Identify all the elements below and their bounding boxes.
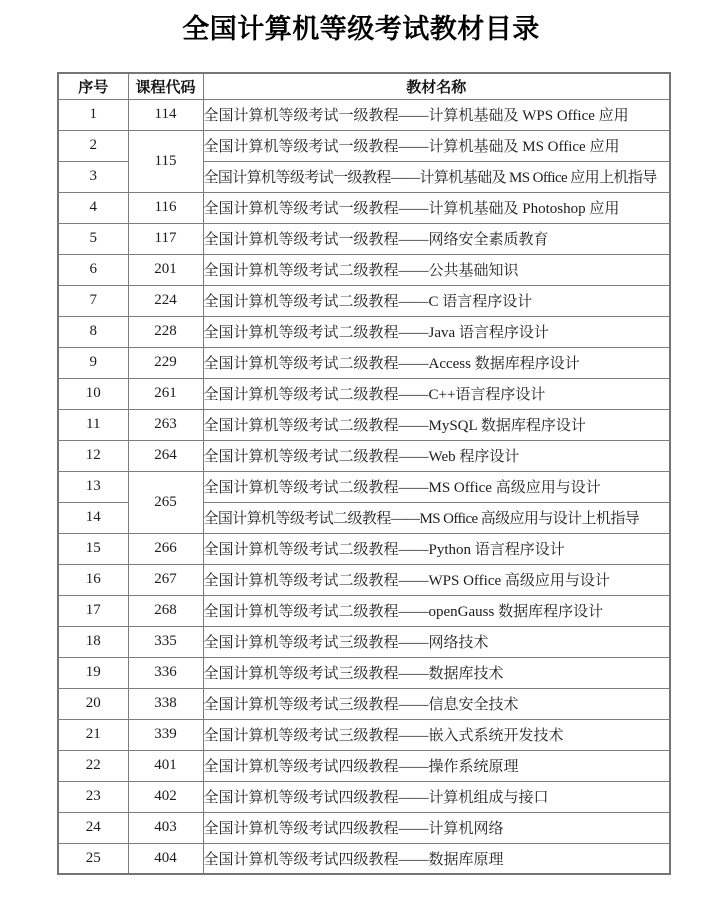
textbook-name-cell: 全国计算机等级考试四级教程——操作系统原理 — [203, 750, 670, 781]
textbook-name-cell: 全国计算机等级考试一级教程——计算机基础及 MS Office 应用上机指导 — [203, 161, 670, 192]
table-row — [58, 812, 670, 843]
textbook-name-cell: 全国计算机等级考试二级教程——Java 语言程序设计 — [203, 316, 670, 347]
serial-number-cell: 13 — [58, 471, 128, 502]
serial-number-cell: 21 — [58, 719, 128, 750]
table-body — [58, 99, 670, 874]
serial-number-cell: 10 — [58, 378, 128, 409]
course-code-cell: 404 — [128, 843, 203, 874]
course-code-cell: 229 — [128, 347, 203, 378]
table-row — [58, 223, 670, 254]
serial-number-cell: 1 — [58, 99, 128, 130]
table-row — [58, 781, 670, 812]
serial-number-cell: 18 — [58, 626, 128, 657]
table-row — [58, 285, 670, 316]
table-row — [58, 688, 670, 719]
course-code-cell: 224 — [128, 285, 203, 316]
course-code-cell: 335 — [128, 626, 203, 657]
textbook-name-cell: 全国计算机等级考试二级教程——C 语言程序设计 — [203, 285, 670, 316]
serial-number-cell: 22 — [58, 750, 128, 781]
textbook-name-cell: 全国计算机等级考试四级教程——计算机网络 — [203, 812, 670, 843]
serial-number-cell: 16 — [58, 564, 128, 595]
textbook-name-cell: 全国计算机等级考试三级教程——网络技术 — [203, 626, 670, 657]
course-code-cell: 336 — [128, 657, 203, 688]
serial-number-cell: 12 — [58, 440, 128, 471]
table-row — [58, 471, 670, 502]
course-code-cell: 114 — [128, 99, 203, 130]
table-row — [58, 192, 670, 223]
serial-number-cell: 14 — [58, 502, 128, 533]
column-header-textbook-name: 教材名称 — [203, 73, 670, 99]
page-title: 全国计算机等级考试教材目录 — [182, 14, 540, 44]
course-code-cell: 116 — [128, 192, 203, 223]
textbook-name-cell: 全国计算机等级考试三级教程——数据库技术 — [203, 657, 670, 688]
textbook-name-cell: 全国计算机等级考试四级教程——数据库原理 — [203, 843, 670, 874]
course-code-cell: 402 — [128, 781, 203, 812]
table-row — [58, 378, 670, 409]
table-row — [58, 440, 670, 471]
table-row — [58, 657, 670, 688]
course-code-cell: 264 — [128, 440, 203, 471]
column-header-serial-number: 序号 — [58, 73, 128, 99]
textbook-name-cell: 全国计算机等级考试一级教程——计算机基础及 Photoshop 应用 — [203, 192, 670, 223]
serial-number-cell: 6 — [58, 254, 128, 285]
textbook-name-cell: 全国计算机等级考试一级教程——网络安全素质教育 — [203, 223, 670, 254]
course-code-cell: 263 — [128, 409, 203, 440]
serial-number-cell: 15 — [58, 533, 128, 564]
table-row — [58, 533, 670, 564]
textbook-name-cell: 全国计算机等级考试二级教程——openGauss 数据库程序设计 — [203, 595, 670, 626]
textbook-name-cell: 全国计算机等级考试二级教程——公共基础知识 — [203, 254, 670, 285]
serial-number-cell: 8 — [58, 316, 128, 347]
table-row — [58, 99, 670, 130]
textbook-name-cell: 全国计算机等级考试二级教程——Python 语言程序设计 — [203, 533, 670, 564]
table-row — [58, 409, 670, 440]
textbook-name-cell: 全国计算机等级考试二级教程——WPS Office 高级应用与设计 — [203, 564, 670, 595]
course-code-cell: 403 — [128, 812, 203, 843]
textbook-name-cell: 全国计算机等级考试四级教程——计算机组成与接口 — [203, 781, 670, 812]
header-row — [58, 73, 670, 99]
table-row — [58, 316, 670, 347]
serial-number-cell: 20 — [58, 688, 128, 719]
table-row — [58, 595, 670, 626]
serial-number-cell: 2 — [58, 130, 128, 161]
table-header — [58, 73, 670, 99]
textbook-name-cell: 全国计算机等级考试二级教程——MS Office 高级应用与设计上机指导 — [203, 502, 670, 533]
serial-number-cell: 19 — [58, 657, 128, 688]
textbook-name-cell: 全国计算机等级考试二级教程——MySQL 数据库程序设计 — [203, 409, 670, 440]
course-code-cell: 265 — [128, 471, 203, 533]
course-code-cell: 201 — [128, 254, 203, 285]
course-code-cell: 268 — [128, 595, 203, 626]
course-code-cell: 228 — [128, 316, 203, 347]
table-row — [58, 564, 670, 595]
serial-number-cell: 17 — [58, 595, 128, 626]
course-code-cell: 266 — [128, 533, 203, 564]
column-header-course-code: 课程代码 — [128, 73, 203, 99]
course-code-cell: 338 — [128, 688, 203, 719]
serial-number-cell: 9 — [58, 347, 128, 378]
serial-number-cell: 3 — [58, 161, 128, 192]
course-code-cell: 339 — [128, 719, 203, 750]
textbook-name-cell: 全国计算机等级考试三级教程——信息安全技术 — [203, 688, 670, 719]
table-row — [58, 347, 670, 378]
table-row — [58, 843, 670, 874]
course-code-cell: 267 — [128, 564, 203, 595]
course-code-cell: 261 — [128, 378, 203, 409]
textbook-name-cell: 全国计算机等级考试二级教程——Web 程序设计 — [203, 440, 670, 471]
serial-number-cell: 7 — [58, 285, 128, 316]
textbook-name-cell: 全国计算机等级考试一级教程——计算机基础及 MS Office 应用 — [203, 130, 670, 161]
serial-number-cell: 5 — [58, 223, 128, 254]
textbook-name-cell: 全国计算机等级考试三级教程——嵌入式系统开发技术 — [203, 719, 670, 750]
textbook-name-cell: 全国计算机等级考试一级教程——计算机基础及 WPS Office 应用 — [203, 99, 670, 130]
table-row — [58, 626, 670, 657]
serial-number-cell: 24 — [58, 812, 128, 843]
serial-number-cell: 4 — [58, 192, 128, 223]
serial-number-cell: 25 — [58, 843, 128, 874]
table-row — [58, 130, 670, 161]
textbook-name-cell: 全国计算机等级考试二级教程——MS Office 高级应用与设计 — [203, 471, 670, 502]
serial-number-cell: 11 — [58, 409, 128, 440]
textbook-name-cell: 全国计算机等级考试二级教程——Access 数据库程序设计 — [203, 347, 670, 378]
course-code-cell: 401 — [128, 750, 203, 781]
textbook-name-cell: 全国计算机等级考试二级教程——C++语言程序设计 — [203, 378, 670, 409]
textbook-catalog-table — [57, 72, 671, 875]
serial-number-cell: 23 — [58, 781, 128, 812]
course-code-cell: 115 — [128, 130, 203, 192]
table-row — [58, 750, 670, 781]
course-code-cell: 117 — [128, 223, 203, 254]
table-row — [58, 254, 670, 285]
table-row — [58, 719, 670, 750]
